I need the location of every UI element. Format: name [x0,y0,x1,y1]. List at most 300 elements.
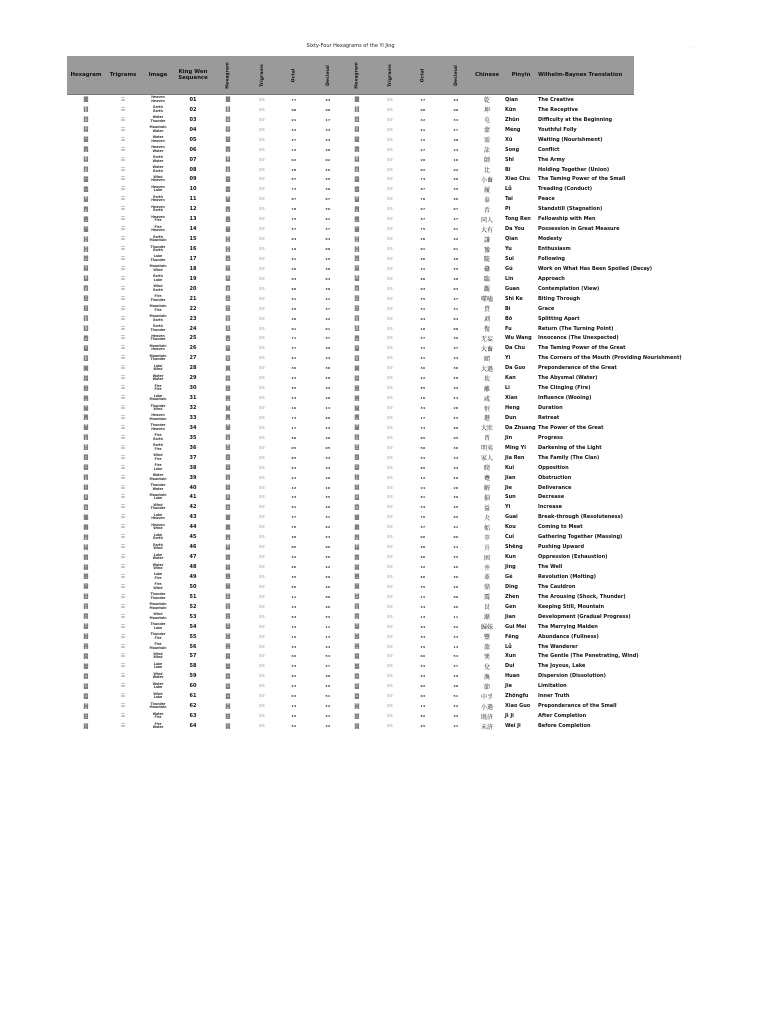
octal-value: 66 [291,654,297,659]
hexagram-glyph-reverse-icon: ䷩ [354,503,360,511]
octal-value-reverse: 40 [420,237,426,242]
lower-trigram-name: Lake [153,695,163,700]
hexagram-glyph-reverse-icon: ䷮ [354,553,360,561]
king-wen-number: 08 [189,166,197,173]
image-cell [141,681,175,691]
octal-value-reverse: 45 [420,296,426,301]
decimal-value: 43 [325,465,331,470]
image-cell [141,254,175,264]
pinyin-name: Ding [505,583,519,590]
hexagram-glyph-reverse-icon: ䷈ [354,175,360,183]
header-octal-reverse: Octal [420,68,426,82]
table-row [67,373,634,383]
hexagram-glyph-icon: ䷤ [225,454,231,462]
trigram-pair-icon: ☰ [120,583,126,590]
octal-value: 65 [291,455,297,460]
pinyin-name: Pi [505,206,511,213]
header-decimal-reverse: Decimal [453,64,459,86]
table-body [67,95,682,731]
pinyin-name: Kūn [505,106,516,113]
hexagram-glyph-icon: ䷝ [225,384,231,392]
trigram-bits-reverse-icon: ☰☰ [386,664,394,669]
decimal-value-reverse: 12 [453,704,459,709]
trigram-bits-reverse-icon: ☰☰ [386,326,394,331]
trigram-bits-reverse-icon: ☰☰ [386,435,394,440]
hexagram-glyph-reverse-icon: ䷵ [354,623,360,631]
octal-value: 20 [291,167,297,172]
chinese-name: 觀 [483,286,490,294]
octal-value-reverse: 43 [420,505,426,510]
decimal-value-reverse: 11 [453,614,459,619]
decimal-value-reverse: 36 [453,604,459,609]
trigram-pair-icon: ☰ [120,255,126,262]
trigram-bits-icon: ☰☰ [258,346,266,351]
translation-text: Work on What Has Been Spoiled (Decay) [538,265,653,272]
decimal-value: 56 [325,207,331,212]
king-wen-number: 49 [189,573,197,580]
trigram-bits-icon: ☰☰ [258,296,266,301]
octal-value-reverse: 50 [420,445,426,450]
trigram-bits-icon: ☰☰ [258,584,266,589]
decimal-value-reverse: 38 [453,256,459,261]
upper-trigram-name: Earth [153,234,163,239]
decimal-value: 17 [325,117,331,122]
hexagram-symbol-icon: ䷾ [83,712,89,720]
translation-text: Contemplation (View) [538,285,600,292]
pinyin-name: Dun [505,414,517,421]
decimal-value-reverse: 63 [453,97,459,102]
lower-trigram-name: Lake [153,685,163,690]
hexagram-symbol-icon: ䷵ [83,623,89,631]
octal-value-reverse: 37 [420,525,426,530]
decimal-value: 18 [325,376,331,381]
octal-value: 57 [291,227,297,232]
octal-value: 63 [291,694,297,699]
decimal-value: 23 [325,137,331,142]
hexagram-glyph-icon: ䷞ [225,394,231,402]
octal-value-reverse: 20 [420,157,426,162]
hexagram-symbol-icon: ䷎ [83,235,89,243]
octal-value: 70 [291,207,297,212]
pinyin-name: Song [505,146,520,153]
hexagram-glyph-icon: ䷳ [225,603,231,611]
decimal-value-reverse: 13 [453,644,459,649]
translation-text: Darkening of the Light [538,444,602,451]
image-cell [141,125,175,135]
table-row [67,304,634,314]
king-wen-number: 61 [189,693,197,700]
octal-value-reverse: 32 [420,565,426,570]
decimal-value-reverse: 40 [453,445,459,450]
octal-value-reverse: 75 [420,227,426,232]
trigram-bits-reverse-icon: ☰☰ [386,704,394,709]
lower-trigram-name: Fire [154,456,162,461]
hexagram-glyph-icon: ䷲ [225,593,231,601]
lower-trigram-name: Fire [154,635,162,640]
decimal-value-reverse: 29 [453,584,459,589]
king-wen-number: 57 [189,653,197,660]
chinese-name: 師 [483,157,490,165]
hexagram-glyph-reverse-icon: ䷖ [354,315,360,323]
decimal-value: 55 [325,177,331,182]
decimal-value: 48 [325,286,331,291]
upper-trigram-name: Lake [153,572,163,577]
hexagram-symbol-icon: ䷑ [83,265,89,273]
trigram-bits-reverse-icon: ☰☰ [386,247,394,252]
translation-text: Progress [538,434,563,441]
trigram-bits-reverse-icon: ☰☰ [386,336,394,341]
translation-text: The Wanderer [538,643,578,650]
decimal-value-reverse: 07 [453,207,459,212]
king-wen-number: 56 [189,643,197,650]
hexagram-glyph-reverse-icon: ䷭ [354,543,360,551]
octal-value-reverse: 42 [420,117,426,122]
octal-value: 41 [291,356,297,361]
hexagram-symbol-icon: ䷋ [83,205,89,213]
upper-trigram-name: Lake [153,254,163,259]
pinyin-name: Yi [505,355,511,362]
hexagram-glyph-icon: ䷎ [225,235,231,243]
hexagram-symbol-icon: ䷛ [83,364,89,372]
trigram-pair-icon: ☰ [120,464,126,471]
translation-text: Preponderance of the Great [538,365,617,372]
hexagram-glyph-icon: ䷥ [225,464,231,472]
table-row [67,234,634,244]
hexagram-glyph-icon: ䷿ [225,722,231,730]
trigram-bits-icon: ☰☰ [258,555,266,560]
translation-text: Opposition [538,464,569,471]
decimal-value: 30 [325,366,331,371]
octal-value: 01 [291,326,297,331]
hexagram-symbol-icon: ䷌ [83,215,89,223]
trigram-bits-reverse-icon: ☰☰ [386,574,394,579]
king-wen-number: 31 [189,395,197,402]
king-wen-number: 48 [189,564,197,571]
decimal-value: 47 [325,227,331,232]
trigram-bits-icon: ☰☰ [258,594,266,599]
decimal-value-reverse: 23 [453,147,459,152]
decimal-value-reverse: 30 [453,366,459,371]
table-row [67,562,634,572]
king-wen-number: 27 [189,355,197,362]
lower-trigram-name: Mountain [149,605,167,610]
upper-trigram-name: Water [152,711,164,716]
upper-trigram-name: Fire [154,582,162,587]
hexagram-glyph-icon: ䷈ [225,175,231,183]
page-corner-mark: ⁘⁘⁘ [690,45,698,49]
trigram-pair-icon: ☰ [120,673,126,680]
king-wen-number: 06 [189,146,197,153]
trigram-pair-icon: ☰ [120,633,126,640]
trigram-pair-icon: ☰ [120,414,126,421]
trigram-bits-icon: ☰☰ [258,406,266,411]
decimal-value: 39 [325,346,331,351]
hexagram-symbol-icon: ䷜ [83,374,89,382]
king-wen-number: 59 [189,673,197,680]
hexagram-glyph-icon: ䷛ [225,364,231,372]
pinyin-name: Tai [505,196,513,203]
decimal-value: 29 [325,574,331,579]
lower-trigram-name: Mountain [149,238,167,243]
pinyin-name: Jie [505,683,512,690]
hexagram-glyph-icon: ䷶ [225,633,231,641]
king-wen-number: 50 [189,583,197,590]
hexagram-symbol-icon: ䷖ [83,315,89,323]
trigram-bits-icon: ☰☰ [258,386,266,391]
trigram-pair-icon: ☰ [120,186,126,193]
decimal-value-reverse: 41 [453,306,459,311]
hexagram-glyph-icon: ䷖ [225,315,231,323]
hexagram-symbol-icon: ䷉ [83,185,89,193]
chinese-name: 謙 [483,236,490,244]
image-cell [141,642,175,652]
image-cell [141,135,175,145]
octal-value: 55 [291,386,297,391]
upper-trigram-name: Wind [153,453,163,458]
hexagram-glyph-icon: ䷙ [225,344,231,352]
hexagram-glyph-reverse-icon: ䷒ [354,275,360,283]
trigram-bits-reverse-icon: ☰☰ [386,366,394,371]
octal-value: 64 [291,614,297,619]
trigram-bits-reverse-icon: ☰☰ [386,535,394,540]
lower-trigram-name: Thunder [150,327,166,332]
hexagram-glyph-reverse-icon: ䷇ [354,166,360,174]
upper-trigram-name: Heaven [151,413,165,418]
decimal-value-reverse: 16 [453,157,459,162]
decimal-value-reverse: 56 [453,197,459,202]
header-hexagram: Hexagram [70,72,102,78]
hexagram-glyph-icon: ䷼ [225,692,231,700]
lower-trigram-name: Heaven [151,516,165,521]
trigram-bits-reverse-icon: ☰☰ [386,266,394,271]
trigram-bits-icon: ☰☰ [258,694,266,699]
trigram-pair-icon: ☰ [120,643,126,650]
hexagram-glyph-icon: ䷴ [225,613,231,621]
pinyin-name: Xian [505,395,518,402]
king-wen-number: 62 [189,703,197,710]
pinyin-name: Zhen [505,593,520,600]
hexagram-glyph-reverse-icon: ䷧ [354,484,360,492]
pinyin-name: Bi [505,305,511,312]
octal-value-reverse: 73 [420,177,426,182]
chinese-name: 臨 [483,276,490,284]
table-row [67,542,634,552]
chinese-name: 噬嗑 [480,296,493,304]
octal-value: 00 [291,107,297,112]
lower-trigram-name: Earth [153,108,163,113]
translation-text: The Cauldron [538,583,576,590]
trigram-bits-reverse-icon: ☰☰ [386,107,394,112]
king-wen-number: 55 [189,633,197,640]
chinese-name: 益 [483,504,490,512]
decimal-value-reverse: 50 [453,684,459,689]
octal-value-reverse: 65 [420,465,426,470]
pinyin-name: Tong Ren [505,216,531,223]
trigram-bits-icon: ☰☰ [258,227,266,232]
hexagram-glyph-icon: ䷽ [225,702,231,710]
chinese-name: 小過 [480,703,493,711]
translation-text: The Receptive [538,106,579,113]
hexagram-glyph-reverse-icon: ䷷ [354,643,360,651]
trigram-pair-icon: ☰ [120,116,126,123]
decimal-value-reverse: 24 [453,545,459,550]
king-wen-number: 53 [189,613,197,620]
lower-trigram-name: Heaven [151,198,165,203]
chinese-name: 豫 [483,246,490,254]
pinyin-name: Qian [505,236,518,243]
lower-trigram-name: Mountain [149,416,167,421]
chinese-name: 鼎 [483,584,490,592]
trigram-pair-icon: ☰ [120,613,126,620]
trigram-bits-reverse-icon: ☰☰ [386,97,394,102]
translation-text: Standstill (Stagnation) [538,206,603,213]
king-wen-number: 05 [189,136,197,143]
hexagram-glyph-reverse-icon: ䷲ [354,593,360,601]
octal-value: 51 [291,296,297,301]
octal-value-reverse: 72 [420,137,426,142]
table-row [67,274,634,284]
king-wen-number: 43 [189,514,197,521]
decimal-value: 16 [325,167,331,172]
upper-trigram-name: Mountain [149,343,167,348]
translation-text: Biting Through [538,295,581,302]
hexagram-symbol-icon: ䷽ [83,702,89,710]
hexagram-glyph-reverse-icon: ䷁ [354,106,360,114]
trigram-pair-icon: ☰ [120,623,126,630]
lower-trigram-name: Mountain [149,645,167,650]
king-wen-number: 39 [189,474,197,481]
trigram-pair-icon: ☰ [120,713,126,720]
image-cell [141,115,175,125]
lower-trigram-name: Water [152,158,164,163]
hexagram-glyph-icon: ䷩ [225,503,231,511]
chinese-name: 同人 [480,216,493,224]
hexagram-glyph-reverse-icon: ䷹ [354,662,360,670]
octal-value-reverse: 25 [420,724,426,729]
decimal-value: 31 [325,515,331,520]
upper-trigram-name: Earth [153,194,163,199]
pinyin-name: Kan [505,375,516,382]
decimal-value: 09 [325,594,331,599]
lower-trigram-name: Wind [153,585,163,590]
translation-text: The Gentle (The Penetrating, Wind) [538,653,639,660]
trigram-pair-icon: ☰ [120,365,126,372]
chinese-name: 渙 [483,673,490,681]
hexagram-glyph-reverse-icon: ䷨ [354,493,360,501]
king-wen-number: 15 [189,236,197,243]
king-wen-number: 51 [189,593,197,600]
decimal-value: 32 [325,316,331,321]
trigram-bits-reverse-icon: ☰☰ [386,406,394,411]
octal-value: 54 [291,644,297,649]
hexagram-glyph-reverse-icon: ䷠ [354,414,360,422]
upper-trigram-name: Mountain [149,264,167,269]
king-wen-number: 60 [189,683,197,690]
header-trigrams-reverse: Trigrams [387,63,393,87]
pinyin-name: Zhōngfu [505,693,529,700]
chinese-name: 需 [483,137,490,145]
hexagram-symbol-icon: ䷸ [83,652,89,660]
upper-trigram-name: Lake [153,363,163,368]
lower-trigram-name: Mountain [149,476,167,481]
king-wen-number: 26 [189,345,197,352]
trigram-bits-reverse-icon: ☰☰ [386,485,394,490]
trigram-bits-reverse-icon: ☰☰ [386,674,394,679]
image-cell [141,403,175,413]
lower-trigram-name: Heaven [151,178,165,183]
hexagram-symbol-icon: ䷒ [83,275,89,283]
lower-trigram-name: Earth [153,287,163,292]
chinese-name: 復 [483,326,490,334]
decimal-value: 10 [325,485,331,490]
pinyin-name: Jin [505,434,513,441]
lower-trigram-name: Earth [153,208,163,213]
trigram-bits-icon: ☰☰ [258,237,266,242]
lower-trigram-name: Water [152,556,164,561]
hexagram-glyph-reverse-icon: ䷍ [354,225,360,233]
hexagram-symbol-icon: ䷄ [83,136,89,144]
trigram-pair-icon: ☰ [120,484,126,491]
hexagram-glyph-icon: ䷆ [225,156,231,164]
decimal-value: 37 [325,306,331,311]
trigram-bits-icon: ☰☰ [258,137,266,142]
trigram-bits-reverse-icon: ☰☰ [386,276,394,281]
hexagram-glyph-icon: ䷧ [225,484,231,492]
hexagram-symbol-icon: ䷬ [83,533,89,541]
octal-value: 03 [291,276,297,281]
decimal-value-reverse: 37 [453,296,459,301]
pinyin-name: Ming Yi [505,444,526,451]
octal-value-reverse: 05 [420,435,426,440]
table-row [67,622,634,632]
lower-trigram-name: Thunder [150,257,166,262]
decimal-value: 13 [325,634,331,639]
pinyin-name: Shi Ke [505,295,523,302]
decimal-value-reverse: 19 [453,674,459,679]
upper-trigram-name: Thunder [150,483,166,488]
octal-value-reverse: 60 [420,276,426,281]
hexagram-symbol-icon: ䷼ [83,692,89,700]
table-row [67,552,634,562]
lower-trigram-name: Heaven [151,347,165,352]
trigram-bits-icon: ☰☰ [258,445,266,450]
translation-text: The Creative [538,96,574,103]
decimal-value: 54 [325,654,331,659]
trigram-bits-icon: ☰☰ [258,485,266,490]
trigram-bits-reverse-icon: ☰☰ [386,565,394,570]
hexagram-glyph-icon: ䷡ [225,424,231,432]
hexagram-symbol-icon: ䷷ [83,643,89,651]
decimal-value-reverse: 62 [453,515,459,520]
trigram-bits-icon: ☰☰ [258,574,266,579]
trigram-pair-icon: ☰ [120,534,126,541]
lower-trigram-name: Mountain [149,397,167,402]
trigram-pair-icon: ☰ [120,136,126,143]
pinyin-name: Li [505,385,510,392]
hexagram-symbol-icon: ䷤ [83,454,89,462]
octal-value: 27 [291,137,297,142]
hexagram-glyph-icon: ䷯ [225,563,231,571]
table-row [67,125,634,135]
table-row [67,393,634,403]
translation-text: Peace [538,196,555,203]
octal-value-reverse: 77 [420,97,426,102]
trigram-bits-icon: ☰☰ [258,177,266,182]
translation-text: Conflict [538,146,560,153]
hexagram-symbol-icon: ䷇ [83,166,89,174]
king-wen-number: 58 [189,663,197,670]
trigram-bits-reverse-icon: ☰☰ [386,604,394,609]
